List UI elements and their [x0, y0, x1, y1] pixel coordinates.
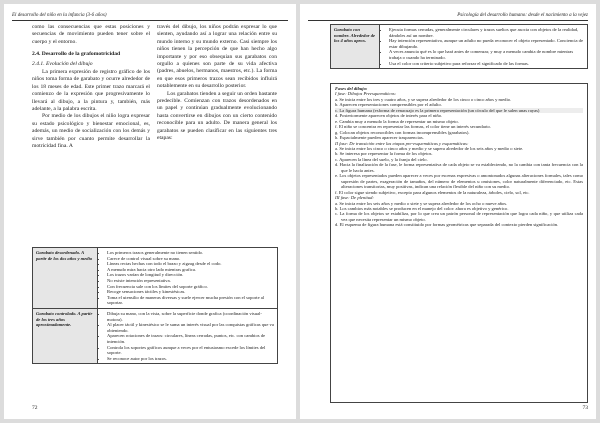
left-column-b	[157, 24, 277, 143]
phase-item: f. El color sigue siendo subjetivo, excepto para algunos elementos de la naturaleza, árboles, cielo, sol, etc.	[335, 189, 530, 195]
list-item: • Al placer táctil y kinestésico se le suma un interés visual por las conquistas gráficas que va obteniendo.	[107, 322, 274, 333]
running-head-right: Psicología del desarrollo humano: desde el nacimiento a la vejez	[457, 13, 588, 18]
list-item: • Se reconoce autor por los trazos.	[107, 356, 274, 362]
phase-item: d. Posteriormente aparecen objetos de interés para el niño.	[335, 113, 443, 119]
section-heading: 2.4. Desarrollo de la grafomotricidad	[32, 51, 121, 58]
page-number-right: 73	[582, 405, 588, 411]
phase-item: a. Se inicia entre los cinco o cinco años y medio y se supera alrededor de los seis años y medio o siete.	[335, 145, 524, 151]
phases-body	[335, 91, 583, 227]
page-number-left: 72	[32, 405, 38, 411]
stage-label: Garabato con nombre. Alrededor de los 4 años aprox.	[331, 25, 380, 69]
list-item: • Los primeros trazos generalmente no tienen sentido.	[107, 250, 274, 256]
paragraph: como las consecuencias que estas posiciones y secuencias de movimiento pueden tener sobre el cuerpo y el entorno.	[32, 24, 150, 45]
header-rule	[308, 20, 588, 21]
phase-heading: II fase: De transición entre las etapas pre-esquemáticas y esquemáticas:	[335, 140, 469, 146]
stage-features	[98, 308, 278, 363]
phase-item: b. Aparecen representaciones comprensibles por el adulto.	[335, 102, 442, 108]
list-item: • Dibuja su mano, con la vista, sobre la superficie donde grafica (coordinación visual-motora).	[107, 311, 274, 322]
stage-features	[98, 248, 278, 309]
list-item: • A veces anuncia qué es lo que hará antes de comenzar, y muy a menudo cambia de nombre mientras trabaja o cuando ha terminado.	[389, 49, 584, 60]
phase-item: c. La forma de los objetos se estabiliza, por lo que crea un patrón personal de representación que logra cada niño, y que utiliza cada vez que necesita representar un mismo objeto.	[335, 211, 583, 222]
phase-item: f. El niño se concentra en representar las formas, el color tiene un interés secundario.	[335, 124, 491, 130]
list-item: • Hay intención representativa, aunque un adulto no pueda reconocer el objeto representado. Conciencia de estar dibujando.	[389, 38, 584, 49]
phase-item: b. Se interesa por representar la forma de los objetos.	[335, 151, 433, 157]
list-item: • Controla los soportes gráficos aunque a veces por el entusiasmo excede los límites del soporte.	[107, 345, 274, 356]
phase-item: g. Colocan objetos reconocibles con formas incomprensibles (garabatos).	[335, 129, 470, 135]
table-row	[33, 248, 278, 309]
phase-heading: I fase: Dibujos Preesquemáticos:	[335, 91, 397, 97]
phase-item: c. Aparecen la línea del suelo, y la franja del cielo.	[335, 156, 428, 162]
subsection-heading: 2.4.1. Evolución del dibujo	[32, 60, 93, 67]
header-rule	[12, 20, 288, 21]
phase-heading: III fase: De plenitud:	[335, 195, 374, 201]
left-column-a	[32, 24, 150, 151]
list-item: • No existe intención representativa.	[107, 278, 274, 284]
stage-label: Garabato controlado. A partir de los tres años aproximadamente.	[33, 308, 98, 363]
drawing-phases-box	[330, 83, 588, 403]
list-item: • Con frecuencia sale con los límites del soporte gráfico.	[107, 284, 274, 290]
list-item: • Recoge sensaciones táctiles y kinestésicas.	[107, 289, 274, 295]
right-page	[300, 4, 596, 419]
scribble-named-table	[330, 24, 588, 69]
phase-item: c. La figura humana (esforma de renacuajo es la primera representación (un círculo del que le salen unas rayas)	[335, 108, 583, 113]
paragraph: Por medio de los dibujos el niño logra expresar su estado psicológico y bienestar emocional, es, además, un medio de socialización con los demás y sirve también por cuanto permite desarrollar la motricidad fina. A	[32, 113, 150, 150]
phase-item: e. Los objetos representados pueden aparecer a veces por escenas expresivas o amontonados algunas alteraciones formales, tales como supresión de partes, exageración de tamaños, del número de elementos u omisiones, color naturalmente diferenciado, etc. Estas alteraciones transitorias, muy positivas, indican una relación flexible del niño con su medio.	[335, 173, 583, 190]
stage-label: Garabato desordenado. A partir de los dos años y medio	[33, 248, 98, 309]
phases-title: Fases del dibujo:	[335, 86, 368, 91]
phase-item: a. Se inicia entre los seis años y medio o siete y se supera alrededor de los ocho o nueve años.	[335, 200, 508, 206]
left-page	[4, 4, 296, 419]
list-item: • Los trazos varían de longitud y dirección.	[107, 272, 274, 278]
phase-item: e. Cambia muy a menudo la forma de representar un mismo objeto.	[335, 118, 459, 124]
phase-item: d. Hacia la finalización de la fase, le forma representativa de cada objeto se va estableciendo, no la cambia con tanta frecuencia con la que le hacía antes.	[335, 162, 583, 173]
phase-item: a. Se inicia entre los tres y cuatro años, y se supera alrededor de los cinco o cinco años y medio.	[335, 96, 512, 102]
list-item: • Usa el color con criterio subjetivo para reforzar el significado de las formas.	[389, 61, 584, 67]
stage-features	[380, 25, 588, 69]
list-item: • Ejecuta formas cerradas, generalmente circulares y trazos sueltos que asocia con objetos de la realidad, dándoles así un nombre.	[389, 27, 584, 38]
scribble-stages-table	[32, 247, 278, 364]
phase-item: b. Los cambios más notables se producen en el manejo del color: ahora es objetivo y genérico.	[335, 205, 509, 211]
list-item: • Líneas rectas hechas con todo el brazo y zigzag desde el codo.	[107, 261, 274, 267]
list-item: • Carece de control visual sobre su mano.	[107, 256, 274, 262]
list-item: • A menudo mira hacia otro lado mientras grafica.	[107, 267, 274, 273]
table-row	[331, 25, 588, 69]
paragraph: La primera expresión de registro gráfico de los niños toma forma de garabato y ocurre alrededor de los 18 meses de edad. Este primer trazo marcará el comienzo de la expresión que progresivamente lo llevará al dibujo, a la pintura y, también, más adelante, a la palabra escrita.	[32, 69, 150, 113]
list-item: • Toma el utensilio de maneras diversas y suele ejercer mucha presión con el soporte al soportar.	[107, 295, 274, 306]
running-head-left: El desarrollo del niño en la infancia (3-6 años)	[12, 13, 107, 18]
phase-item: h. Espacialmente pueden aparecer trasparencias.	[335, 135, 424, 141]
list-item: • Aparecen rotaciones de trazos: circulares, líneas cerradas, puntos, etc. con cambios de intención.	[107, 333, 274, 344]
paragraph: través del dibujo, los niños podrán expresar lo que sienten, ayudando así a lograr una relación entre su mundo interno y su mundo externo. Casi siempre los niños tienen la percepción de que han hecho algo importante y por eso obsequian sus garabatos con orgullo a quienes son parte de su vida afectiva (padres, abuelos, hermanos, maestros, etc.). La forma en que esos primeros trazos sean recibidos influirá notablemente en su desarrollo posterior.	[157, 24, 277, 90]
phase-item: d. El esquema de figura humana está constituido por formas geométricas que separada del contexto pierden significación.	[335, 222, 559, 228]
paragraph: Los garabatos tienden a seguir un orden bastante predecible. Comienzan con trazos desordenados en un papel y continúan gradualmente evolucionando hasta convertirse en dibujos con un cierto contenido reconocible para un adulto. De manera general los garabatos se pueden clasificar en las siguientes tres etapas:	[157, 90, 277, 142]
table-row	[33, 308, 278, 363]
